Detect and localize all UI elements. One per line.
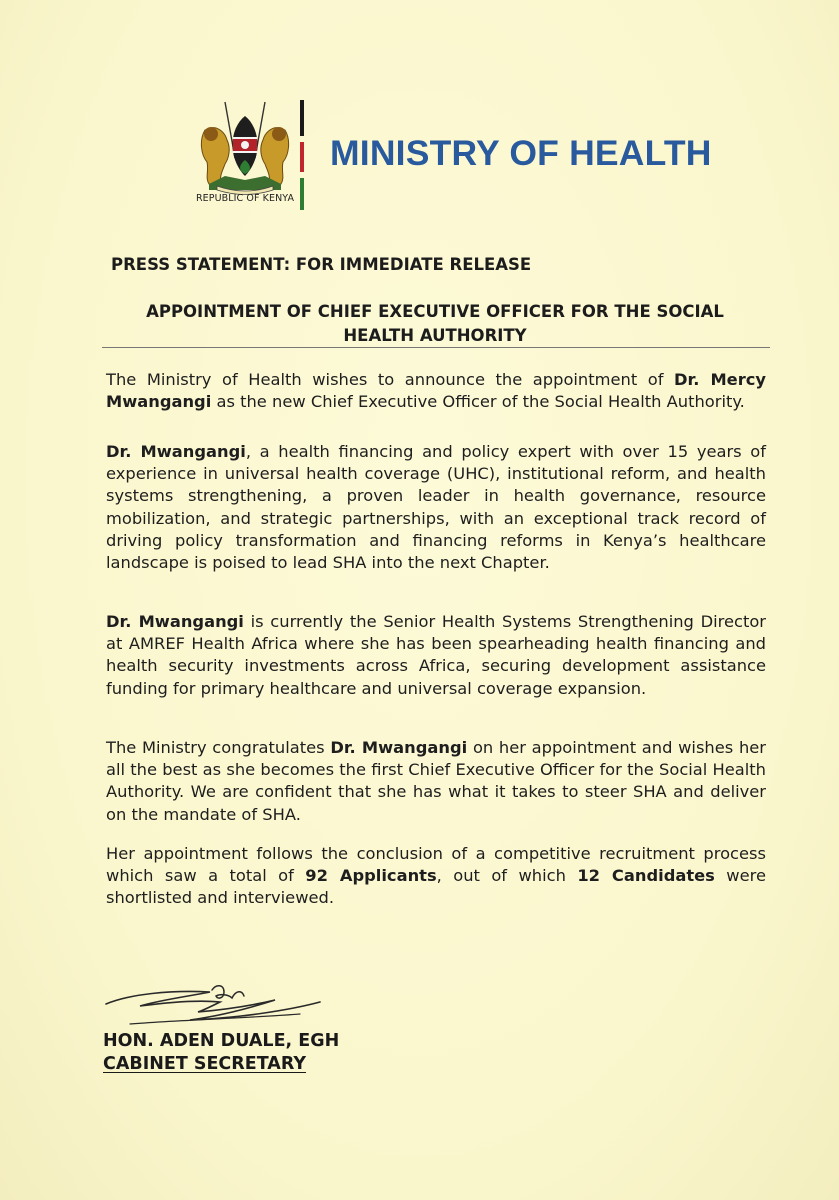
p2-name: Dr. Mwangangi xyxy=(106,442,246,461)
p5-text-a: Her appointment follows the conclusion of a competitive recruitment process which saw a total of xyxy=(106,844,766,886)
p2-text: , a health financing and policy expert with over 15 years of experience in universal health coverage (UHC), institutional reform, and health systems strengthening, a proven leader in health governance, resource mobilization, and strategic partnerships, with an exceptional track record of driving policy transformation and financing reforms in Kenya’s healthcare landscape is poised to lead SHA into the next Chapter. xyxy=(106,442,766,573)
p5-applicants: 92 Applicants xyxy=(305,866,437,886)
handwritten-signature xyxy=(100,980,330,1030)
p3-name: Dr. Mwangangi xyxy=(106,612,244,631)
p4-name: Dr. Mwangangi xyxy=(330,738,468,757)
signatory-name: HON. ADEN DUALE, EGH xyxy=(103,1031,340,1051)
appointment-title-line-2: HEALTH AUTHORITY xyxy=(343,326,527,345)
paragraph-congratulations xyxy=(106,737,766,826)
p1-name: Dr. Mercy Mwangangi xyxy=(106,370,766,412)
paragraph-current-role xyxy=(106,611,766,700)
p3-text: is currently the Senior Health Systems Strengthening Director at AMREF Health Africa where she has been spearheading health financing and health security investments across Africa, securing development assistance funding for primary healthcare and universal coverage expansion. xyxy=(106,612,766,698)
republic-label: REPUBLIC OF KENYA xyxy=(195,193,295,204)
paragraph-profile xyxy=(106,441,766,574)
p4-text-a: The Ministry congratulates xyxy=(106,738,331,757)
appointment-title-line-1: APPOINTMENT OF CHIEF EXECUTIVE OFFICER FOR THE SOCIAL xyxy=(146,302,724,321)
title-underline xyxy=(102,347,770,348)
p1-text-c: as the new Chief Executive Officer of the Social Health Authority. xyxy=(211,392,745,412)
paragraph-recruitment xyxy=(106,843,766,910)
p4-text-c: on her appointment and wishes her all the best as she becomes the first Chief Executive Officer for the Social Health Authority. We are confident that she has what it takes to steer SHA and deliver on the mandate of SHA. xyxy=(106,738,766,824)
p5-candidates: 12 Candidates xyxy=(577,866,715,886)
p5-text-c: , out of which xyxy=(436,866,578,886)
signatory-role: CABINET SECRETARY xyxy=(103,1054,307,1074)
paragraph-announcement xyxy=(106,369,766,413)
flag-color-bar xyxy=(300,100,304,210)
p1-text-a: The Ministry of Health wishes to announce the appointment of xyxy=(106,370,674,389)
appointment-title xyxy=(110,300,760,348)
p5-text-e: were shortlisted and interviewed. xyxy=(106,866,766,908)
press-statement-label: PRESS STATEMENT: FOR IMMEDIATE RELEASE xyxy=(111,255,532,274)
ministry-title: MINISTRY OF HEALTH xyxy=(330,133,712,173)
